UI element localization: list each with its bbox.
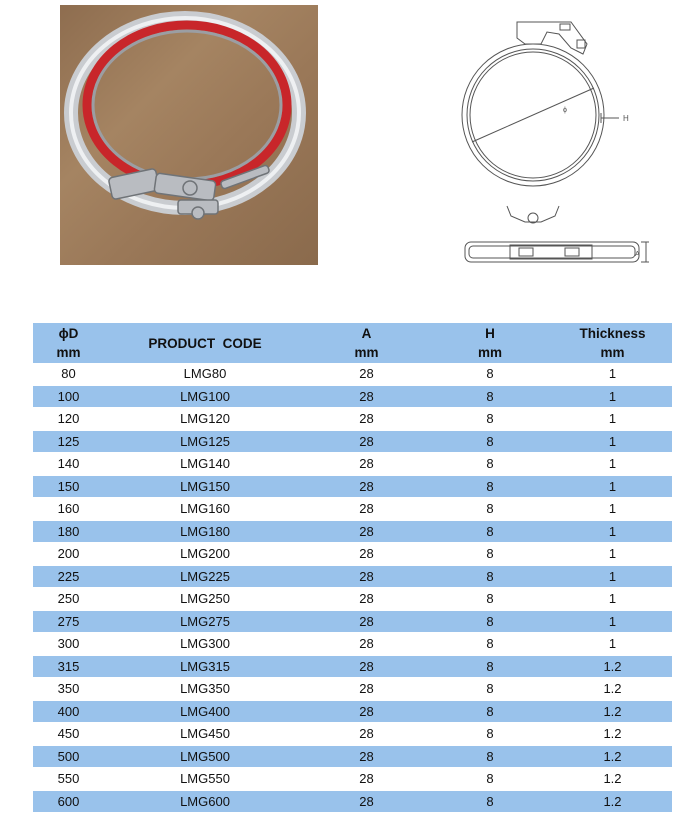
header-a	[306, 323, 427, 363]
cell-a: 28	[306, 723, 427, 746]
header-thickness-label: Thickness	[579, 326, 646, 341]
header-thickness-unit: mm	[600, 345, 625, 360]
product-photo	[60, 5, 318, 265]
cell-a: 28	[306, 498, 427, 521]
cell-h: 8	[427, 408, 553, 431]
cell-product-code: LMG150	[104, 475, 306, 498]
cell-diameter: 250	[33, 588, 104, 611]
table-row	[33, 745, 672, 768]
table-header-row	[33, 323, 672, 363]
cell-diameter: 120	[33, 408, 104, 431]
cell-a: 28	[306, 633, 427, 656]
cell-h: 8	[427, 745, 553, 768]
cell-thickness: 1	[553, 430, 672, 453]
cell-thickness: 1	[553, 588, 672, 611]
cell-h: 8	[427, 453, 553, 476]
cell-h: 8	[427, 385, 553, 408]
cell-product-code: LMG300	[104, 633, 306, 656]
cell-h: 8	[427, 520, 553, 543]
cell-thickness: 1	[553, 453, 672, 476]
cell-diameter: 400	[33, 700, 104, 723]
cell-diameter: 100	[33, 385, 104, 408]
cell-a: 28	[306, 655, 427, 678]
cell-diameter: 125	[33, 430, 104, 453]
cell-product-code: LMG140	[104, 453, 306, 476]
cell-thickness: 1	[553, 543, 672, 566]
cell-thickness: 1	[553, 363, 672, 385]
cell-h: 8	[427, 655, 553, 678]
table-row	[33, 408, 672, 431]
table-row	[33, 475, 672, 498]
cell-thickness: 1	[553, 633, 672, 656]
cell-thickness: 1.2	[553, 745, 672, 768]
cell-product-code: LMG160	[104, 498, 306, 521]
cell-product-code: LMG225	[104, 565, 306, 588]
cell-h: 8	[427, 475, 553, 498]
cell-a: 28	[306, 745, 427, 768]
cell-a: 28	[306, 768, 427, 791]
cell-a: 28	[306, 385, 427, 408]
cell-a: 28	[306, 610, 427, 633]
cell-a: 28	[306, 588, 427, 611]
table-row	[33, 520, 672, 543]
specification-table	[33, 323, 672, 813]
cell-a: 28	[306, 543, 427, 566]
cell-diameter: 350	[33, 678, 104, 701]
table-row	[33, 655, 672, 678]
cell-thickness: 1	[553, 520, 672, 543]
header-h-label: H	[485, 326, 495, 341]
cell-diameter: 450	[33, 723, 104, 746]
h-dimension-label: H	[623, 114, 629, 123]
table-row	[33, 610, 672, 633]
cell-diameter: 180	[33, 520, 104, 543]
cell-h: 8	[427, 678, 553, 701]
cell-h: 8	[427, 723, 553, 746]
cell-diameter: 300	[33, 633, 104, 656]
table-row	[33, 363, 672, 385]
table-row	[33, 768, 672, 791]
table-row	[33, 633, 672, 656]
cell-diameter: 140	[33, 453, 104, 476]
cell-diameter: 550	[33, 768, 104, 791]
cell-product-code: LMG80	[104, 363, 306, 385]
cell-product-code: LMG180	[104, 520, 306, 543]
cell-product-code: LMG250	[104, 588, 306, 611]
cell-h: 8	[427, 700, 553, 723]
table-row	[33, 588, 672, 611]
cell-thickness: 1	[553, 565, 672, 588]
table-row	[33, 385, 672, 408]
cell-h: 8	[427, 610, 553, 633]
cell-diameter: 150	[33, 475, 104, 498]
cell-product-code: LMG550	[104, 768, 306, 791]
cell-thickness: 1	[553, 408, 672, 431]
cell-a: 28	[306, 453, 427, 476]
table-row	[33, 430, 672, 453]
cell-a: 28	[306, 363, 427, 385]
header-diameter	[33, 323, 104, 363]
cell-diameter: 315	[33, 655, 104, 678]
cell-thickness: 1.2	[553, 723, 672, 746]
cell-a: 28	[306, 565, 427, 588]
table-row	[33, 498, 672, 521]
cell-thickness: 1	[553, 610, 672, 633]
cell-thickness: 1.2	[553, 700, 672, 723]
cell-h: 8	[427, 430, 553, 453]
cell-h: 8	[427, 588, 553, 611]
header-a-unit: mm	[354, 345, 379, 360]
cell-a: 28	[306, 678, 427, 701]
cell-product-code: LMG500	[104, 745, 306, 768]
cell-a: 28	[306, 520, 427, 543]
table-row	[33, 700, 672, 723]
cell-product-code: LMG120	[104, 408, 306, 431]
header-thickness	[553, 323, 672, 363]
cell-diameter: 500	[33, 745, 104, 768]
header-product-code	[104, 323, 306, 363]
header-diameter-unit: mm	[56, 345, 81, 360]
cell-product-code: LMG350	[104, 678, 306, 701]
a-dimension-label: A	[635, 251, 640, 258]
cell-a: 28	[306, 430, 427, 453]
cell-diameter: 80	[33, 363, 104, 385]
cell-thickness: 1	[553, 475, 672, 498]
cell-thickness: 1	[553, 498, 672, 521]
cell-h: 8	[427, 498, 553, 521]
cell-h: 8	[427, 633, 553, 656]
cell-a: 28	[306, 790, 427, 813]
table-row	[33, 790, 672, 813]
cell-diameter: 200	[33, 543, 104, 566]
header-h-unit: mm	[477, 345, 502, 360]
cell-a: 28	[306, 408, 427, 431]
cell-product-code: LMG275	[104, 610, 306, 633]
table-row	[33, 453, 672, 476]
cell-h: 8	[427, 543, 553, 566]
cell-diameter: 225	[33, 565, 104, 588]
table-row	[33, 723, 672, 746]
diameter-label: ϕ	[563, 107, 567, 114]
cell-diameter: 275	[33, 610, 104, 633]
clamp-ring-image	[60, 5, 318, 265]
cell-thickness: 1.2	[553, 768, 672, 791]
cell-a: 28	[306, 475, 427, 498]
cell-product-code: LMG315	[104, 655, 306, 678]
cell-product-code: LMG400	[104, 700, 306, 723]
cell-thickness: 1.2	[553, 655, 672, 678]
header-h	[427, 323, 553, 363]
cell-product-code: LMG125	[104, 430, 306, 453]
cell-a: 28	[306, 700, 427, 723]
cell-product-code: LMG600	[104, 790, 306, 813]
table-row	[33, 678, 672, 701]
cell-diameter: 600	[33, 790, 104, 813]
table-row	[33, 565, 672, 588]
cell-h: 8	[427, 790, 553, 813]
cell-thickness: 1.2	[553, 790, 672, 813]
header-diameter-symbol: ϕD	[58, 326, 79, 341]
header-a-label: A	[361, 326, 372, 341]
cell-thickness: 1	[553, 385, 672, 408]
header-product-code-label: PRODUCT CODE	[148, 335, 262, 351]
cell-thickness: 1.2	[553, 678, 672, 701]
technical-drawing	[455, 10, 655, 272]
table-row	[33, 543, 672, 566]
cell-product-code: LMG450	[104, 723, 306, 746]
cell-diameter: 160	[33, 498, 104, 521]
cell-product-code: LMG200	[104, 543, 306, 566]
cell-h: 8	[427, 363, 553, 385]
cell-product-code: LMG100	[104, 385, 306, 408]
cell-h: 8	[427, 768, 553, 791]
cell-h: 8	[427, 565, 553, 588]
